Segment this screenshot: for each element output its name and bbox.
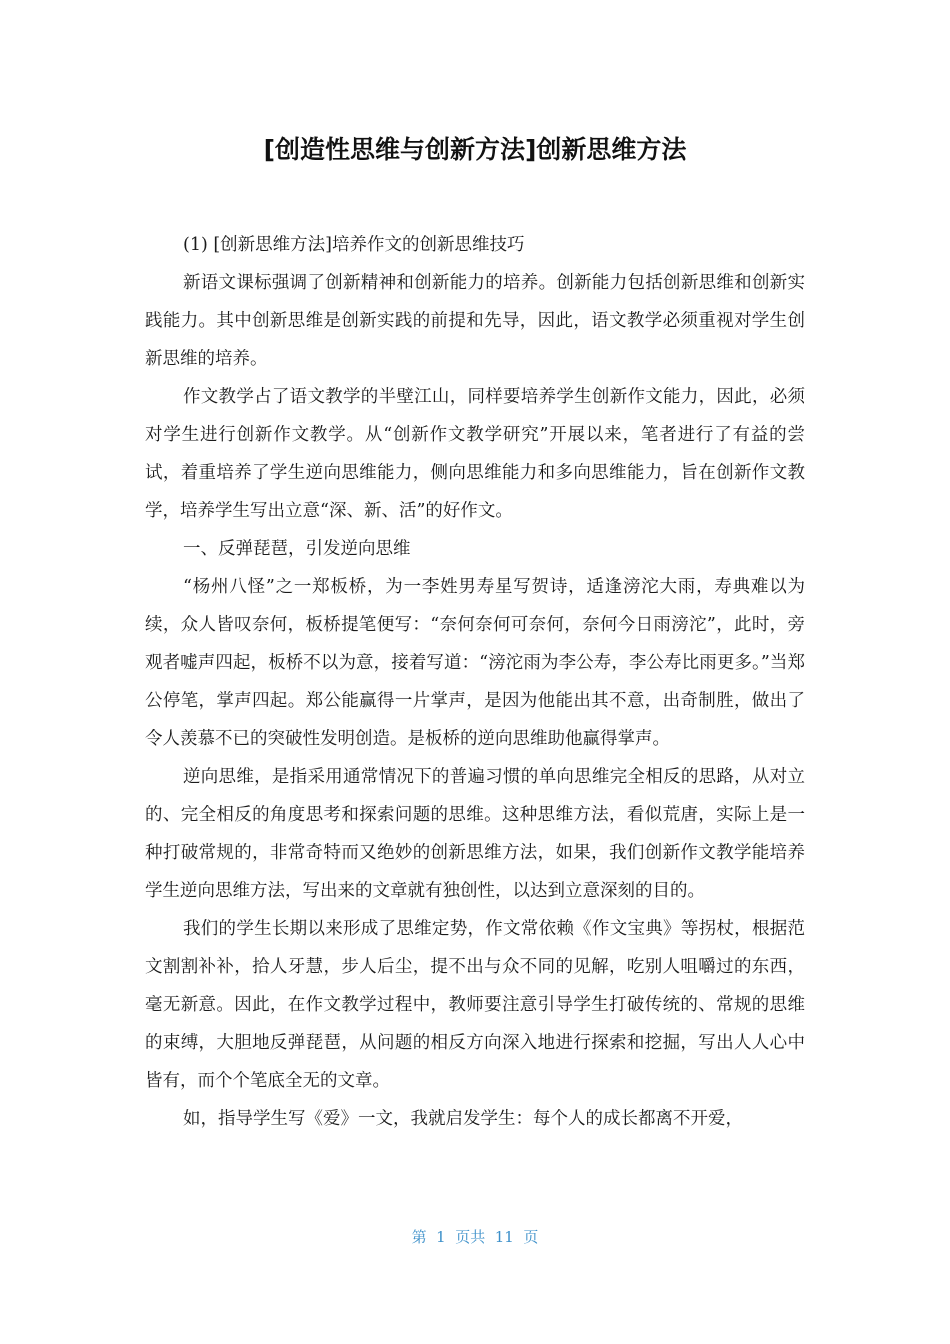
paragraph-subtitle: (1) [创新思维方法]培养作文的创新思维技巧 (183, 235, 525, 255)
document-body (145, 226, 805, 1138)
paragraph: 我们的学生长期以来形成了思维定势，作文常依赖《作文宝典》等拐杖，根据范文割割补补，拾人牙慧，步人后尘，提不出与众不同的见解，吃别人咀嚼过的东西，毫无新意。因此，在作文教学过程中，教师要注意引导学生打破传统的、常规的思维的束缚，大胆地反弹琵琶，从问题的相反方向深入地进行探索和挖掘，写出人人心中皆有，而个个笔底全无的文章。 (145, 919, 805, 1091)
paragraph: 新语文课标强调了创新精神和创新能力的培养。创新能力包括创新思维和创新实践能力。其中创新思维是创新实践的前提和先导，因此，语文教学必须重视对学生创新思维的培养。 (145, 273, 805, 369)
paragraph: “杨州八怪”之一郑板桥，为一李姓男寿星写贺诗，适逢滂沱大雨，寿典难以为续，众人皆叹奈何，板桥提笔便写：“奈何奈何可奈何，奈何今日雨滂沱”，此时，旁观者嘘声四起，板桥不以为意，接着写道：“滂沱雨为李公寿，李公寿比雨更多。”当郑公停笔，掌声四起。郑公能赢得一片掌声，是因为他能出其不意，出奇制胜，做出了令人羡慕不已的突破性发明创造。是板桥的逆向思维助他赢得掌声。 (145, 577, 805, 749)
paragraph: 如，指导学生写《爱》一文，我就启发学生：每个人的成长都离不开爱， (183, 1109, 743, 1129)
section-heading: 一、反弹琵琶，引发逆向思维 (183, 539, 411, 559)
document-title: [创造性思维与创新方法]创新思维方法 (263, 135, 687, 164)
paragraph: 逆向思维，是指采用通常情况下的普遍习惯的单向思维完全相反的思路，从对立的、完全相反的角度思考和探索问题的思维。这种思维方法，看似荒唐，实际上是一种打破常规的，非常奇特而又绝妙的创新思维方法，如果，我们创新作文教学能培养学生逆向思维方法，写出来的文章就有独创性，以达到立意深刻的目的。 (145, 767, 805, 901)
paragraph: 作文教学占了语文教学的半壁江山，同样要培养学生创新作文能力，因此，必须对学生进行创新作文教学。从“创新作文教学研究”开展以来，笔者进行了有益的尝试，着重培养了学生逆向思维能力，侧向思维能力和多向思维能力，旨在创新作文教学，培养学生写出立意“深、新、活”的好作文。 (145, 387, 805, 521)
page-number-footer: 第 1 页共 11 页 (411, 1228, 539, 1246)
